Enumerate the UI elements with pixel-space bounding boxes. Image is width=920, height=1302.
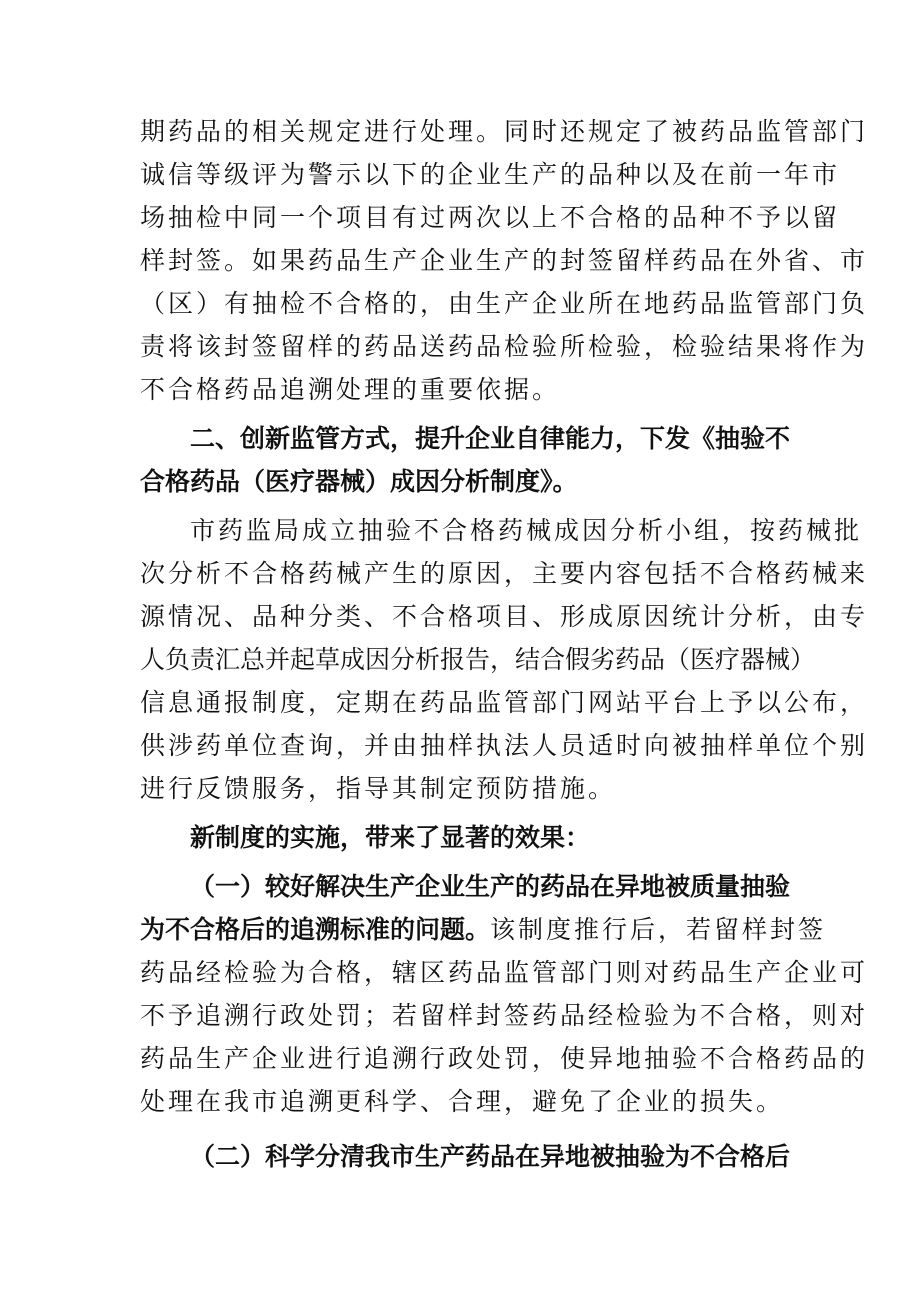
heading-line: 二、创新监管方式，提升企业自律能力，下发《抽验不 <box>190 424 791 453</box>
paragraph-item-two <box>140 1135 791 1178</box>
text-line: 诚信等级评为警示以下的企业生产的品种以及在前一年市 <box>140 160 841 189</box>
text-line: （区）有抽检不合格的，由生产企业所在地药品监管部门负 <box>140 289 869 318</box>
text-line: 药品生产企业进行追溯行政处罚，使异地抽验不合格药品的 <box>140 1044 869 1073</box>
text-line: 不予追溯行政处罚；若留样封签药品经检验为不合格，则对 <box>140 1001 869 1030</box>
text-line: 进行反馈服务，指导其制定预防措施。 <box>140 774 617 803</box>
item-heading-line: （二）科学分清我市生产药品在异地被抽验为不合格后 <box>190 1142 791 1171</box>
paragraph-regulation <box>140 110 869 411</box>
heading-line: 新制度的实施，带来了显著的效果： <box>190 823 591 852</box>
item-heading-tail: 为不合格后的追溯标准的问题。 <box>140 915 491 944</box>
document-page <box>140 110 869 1178</box>
mixed-line <box>140 908 827 951</box>
item-heading-line: （一）较好解决生产企业生产的药品在异地被质量抽验 <box>190 872 791 901</box>
text-line: 场抽检中同一个项目有过两次以上不合格的品种不予以留 <box>140 203 841 232</box>
text-line: 药品经检验为合格，辖区药品监管部门则对药品生产企业可 <box>140 958 869 987</box>
text-line: 市药监局成立抽验不合格药械成因分析小组，按药械批 <box>190 516 863 545</box>
section-heading-effects <box>140 816 782 859</box>
text-line: 处理在我市追溯更科学、合理，避免了企业的损失。 <box>140 1087 785 1116</box>
text-line: 人负责汇总并起草成因分析报告，结合假劣药品（医疗器械） <box>140 645 816 674</box>
text-line: 不合格药品追溯处理的重要依据。 <box>140 375 561 404</box>
text-line: 次分析不合格药械产生的原因，主要内容包括不合格药械来 <box>140 559 869 588</box>
paragraph-analysis-group <box>140 509 869 810</box>
item-body-start: 该制度推行后，若留样封签 <box>490 915 827 944</box>
text-line: 信息通报制度，定期在药品监管部门网站平台上予以公布， <box>140 688 869 717</box>
heading-line: 合格药品（医疗器械）成因分析制度》。 <box>140 467 578 496</box>
text-line: 责将该封签留样的药品送药品检验所检验，检验结果将作为 <box>140 332 869 361</box>
text-line: 源情况、品种分类、不合格项目、形成原因统计分析，由专 <box>140 602 869 631</box>
text-line: 期药品的相关规定进行处理。同时还规定了被药品监管部门 <box>140 117 869 146</box>
section-heading-two <box>140 417 791 503</box>
paragraph-item-one <box>140 865 869 1123</box>
text-line: 供涉药单位查询，并由抽样执法人员适时向被抽样单位个别 <box>140 731 869 760</box>
text-line: 样封签。如果药品生产企业生产的封签留样药品在外省、市 <box>140 246 869 275</box>
